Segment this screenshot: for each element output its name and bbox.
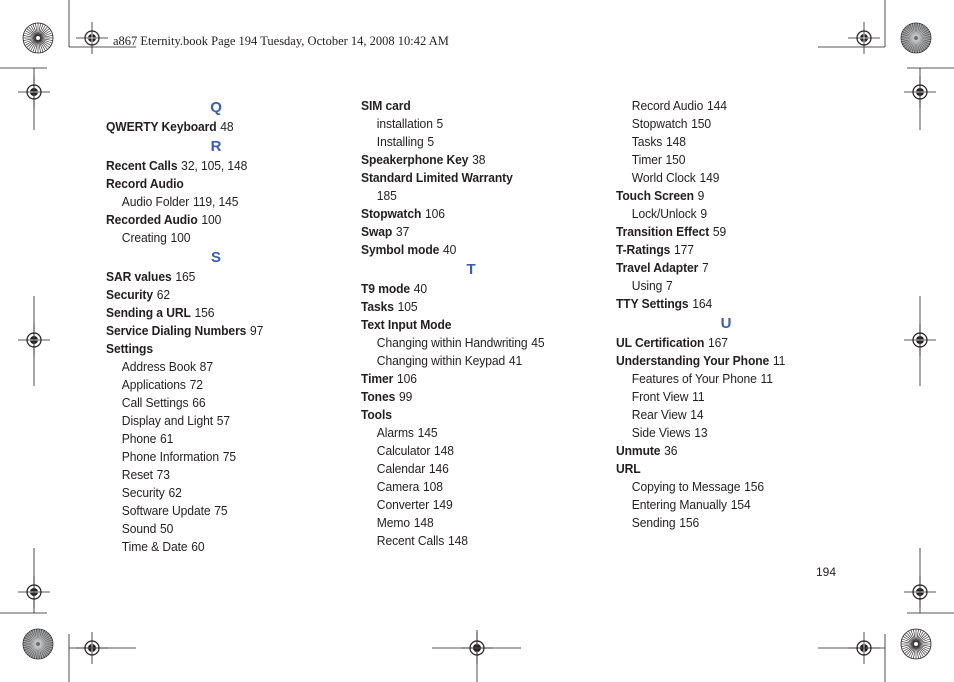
index-page-ref: 148 xyxy=(413,515,434,530)
index-page-ref: 106 xyxy=(396,371,417,386)
index-term: Copying to Message xyxy=(631,479,741,494)
index-term: Tones xyxy=(361,389,396,404)
index-page-ref: 9 xyxy=(700,206,708,221)
index-page-ref: 73 xyxy=(156,467,170,482)
index-page-ref: 156 xyxy=(679,515,700,530)
index-page-ref: 5 xyxy=(427,134,434,149)
index-page-ref: 7 xyxy=(701,260,709,275)
index-page-ref: 7 xyxy=(665,278,673,293)
index-term: Call Settings xyxy=(121,395,189,410)
index-page-ref: 32, 105, 148 xyxy=(181,158,248,173)
index-page-ref: 144 xyxy=(707,98,727,113)
index-term: Tasks xyxy=(361,299,394,314)
index-term: Changing within Keypad xyxy=(376,353,506,368)
index-page-ref: 150 xyxy=(691,116,712,131)
index-page-ref: 100 xyxy=(170,230,191,245)
index-page-ref: 9 xyxy=(697,188,705,203)
index-page-ref: 72 xyxy=(189,377,203,392)
index-term: installation xyxy=(376,116,433,131)
index-page-ref: 156 xyxy=(194,305,215,320)
index-page-ref: 59 xyxy=(712,224,727,239)
index-term: Sending a URL xyxy=(106,305,191,320)
index-letter-heading: Q xyxy=(210,99,222,116)
index-page-ref: 177 xyxy=(673,242,694,257)
index-term: Swap xyxy=(361,224,393,239)
index-term: Speakerphone Key xyxy=(361,152,469,167)
index-term: Symbol mode xyxy=(361,242,440,257)
index-page-ref: 60 xyxy=(191,539,205,554)
index-term: Sound xyxy=(121,521,157,536)
index-term: SAR values xyxy=(106,269,172,284)
index-page-ref: 36 xyxy=(664,443,678,458)
index-term: URL xyxy=(616,461,641,476)
index-term: Applications xyxy=(121,377,186,392)
index-term: Recent Calls xyxy=(376,533,445,548)
index-term: T9 mode xyxy=(361,281,411,296)
index-term: Sending xyxy=(631,515,676,530)
index-letter-heading: T xyxy=(466,261,476,278)
index-page-ref: 11 xyxy=(760,371,773,386)
index-term: Timer xyxy=(361,371,394,386)
index-page-ref: 40 xyxy=(442,242,457,257)
index-term: Travel Adapter xyxy=(616,260,699,275)
index-term: Software Update xyxy=(121,503,211,518)
index-page-ref: 99 xyxy=(398,389,413,404)
page-number: 194 xyxy=(816,565,837,579)
index-page-ref: 61 xyxy=(160,431,174,446)
index-page-ref: 145 xyxy=(417,425,438,440)
index-term: World Clock xyxy=(631,170,696,185)
index-page-ref: 5 xyxy=(436,116,444,131)
index-term: Security xyxy=(106,287,153,302)
index-page-ref: 167 xyxy=(708,335,728,350)
index-term: Record Audio xyxy=(106,176,184,191)
index-term: Settings xyxy=(106,341,153,356)
index-term: Understanding Your Phone xyxy=(616,353,770,368)
index-term: Transition Effect xyxy=(616,224,710,239)
index-term: Stopwatch xyxy=(361,206,422,221)
index-page-ref: 87 xyxy=(199,359,213,374)
page-header: a867 Eternity.book Page 194 Tuesday, October 14, 2008 10:42 AM xyxy=(113,34,449,48)
index-term: Phone xyxy=(121,431,157,446)
index-page-ref: 105 xyxy=(397,299,418,314)
index-term: Text Input Mode xyxy=(361,317,452,332)
index-page-ref: 14 xyxy=(690,407,704,422)
index-term: SIM card xyxy=(361,98,411,113)
index-page-ref: 50 xyxy=(160,521,174,536)
index-term: Phone Information xyxy=(121,449,220,464)
index-term: Standard Limited Warranty xyxy=(361,170,513,185)
index-term: Calendar xyxy=(376,461,426,476)
index-term: Tasks xyxy=(631,134,663,149)
index-term: Timer xyxy=(631,152,662,167)
index-page-ref: 11 xyxy=(772,353,786,368)
index-page-ref: 57 xyxy=(216,413,230,428)
index-term: Unmute xyxy=(616,443,661,458)
index-term: Memo xyxy=(376,515,411,530)
index-page-ref: 150 xyxy=(665,152,686,167)
index-page-ref: 146 xyxy=(428,461,449,476)
index-page-ref: 119, 145 xyxy=(192,194,239,209)
index-page-ref: 41 xyxy=(508,353,523,368)
index-term: UL Certification xyxy=(616,335,705,350)
index-page-ref: 45 xyxy=(531,335,545,350)
index-term: Time & Date xyxy=(121,539,188,554)
index-page-ref: 148 xyxy=(665,134,686,149)
index-term: Audio Folder xyxy=(121,194,190,209)
index-term: Converter xyxy=(376,497,430,512)
index-page-ref: 106 xyxy=(425,206,445,221)
index-term: Alarms xyxy=(376,425,414,440)
index-term: Address Book xyxy=(121,359,196,374)
index-page-ref: 48 xyxy=(220,119,234,134)
index-term: Stopwatch xyxy=(631,116,688,131)
index-term: Reset xyxy=(121,467,153,482)
index-letter-heading: R xyxy=(210,138,222,155)
index-term: Installing xyxy=(376,134,424,149)
index-page-ref: 38 xyxy=(472,152,486,167)
index-page-ref: 148 xyxy=(434,443,454,458)
index-page-ref: 62 xyxy=(156,287,170,302)
index-term: Rear View xyxy=(631,407,687,422)
index-term: Lock/Unlock xyxy=(631,206,697,221)
index-term: Security xyxy=(121,485,165,500)
index-term: Features of Your Phone xyxy=(631,371,757,386)
index-term: Camera xyxy=(376,479,420,494)
index-page-ref: 154 xyxy=(730,497,751,512)
index-page-ref: 100 xyxy=(201,212,222,227)
index-page-ref: 149 xyxy=(432,497,453,512)
index-page-ref: 164 xyxy=(692,296,713,311)
index-page-ref: 108 xyxy=(422,479,443,494)
index-term: Front View xyxy=(631,389,689,404)
index-page-ref: 165 xyxy=(175,269,196,284)
index-term: Display and Light xyxy=(121,413,213,428)
index-term: T-Ratings xyxy=(616,242,671,257)
index-term: Changing within Handwriting xyxy=(376,335,528,350)
index-term: Touch Screen xyxy=(616,188,694,203)
index-page-ref: 40 xyxy=(413,281,428,296)
index-term: Recent Calls xyxy=(106,158,178,173)
index-page-ref: 66 xyxy=(192,395,206,410)
index-term: QWERTY Keyboard xyxy=(106,119,217,134)
index-term: Creating xyxy=(121,230,167,245)
index-term: Entering Manually xyxy=(631,497,728,512)
index-page-ref: 13 xyxy=(694,425,708,440)
index-page-ref: 149 xyxy=(699,170,720,185)
index-page-ref: 75 xyxy=(214,503,228,518)
index-term: Recorded Audio xyxy=(106,212,198,227)
index-term: TTY Settings xyxy=(616,296,689,311)
index-term: Tools xyxy=(361,407,392,422)
index-page-ref: 156 xyxy=(744,479,764,494)
index-page-ref: 148 xyxy=(447,533,468,548)
index-page-ref: 75 xyxy=(222,449,237,464)
index-term: Service Dialing Numbers xyxy=(106,323,247,338)
index-term: Side Views xyxy=(631,425,691,440)
index-term: Calculator xyxy=(376,443,431,458)
index-page-ref: 62 xyxy=(168,485,182,500)
index-letter-heading: S xyxy=(211,249,221,266)
index-page-ref: 37 xyxy=(395,224,410,239)
index-page-ref: 11 xyxy=(692,389,705,404)
index-term: Record Audio xyxy=(631,98,704,113)
index-letter-heading: U xyxy=(720,315,732,332)
index-term: 185 xyxy=(376,188,397,203)
index-page-ref: 97 xyxy=(250,323,264,338)
index-term: Using xyxy=(631,278,663,293)
